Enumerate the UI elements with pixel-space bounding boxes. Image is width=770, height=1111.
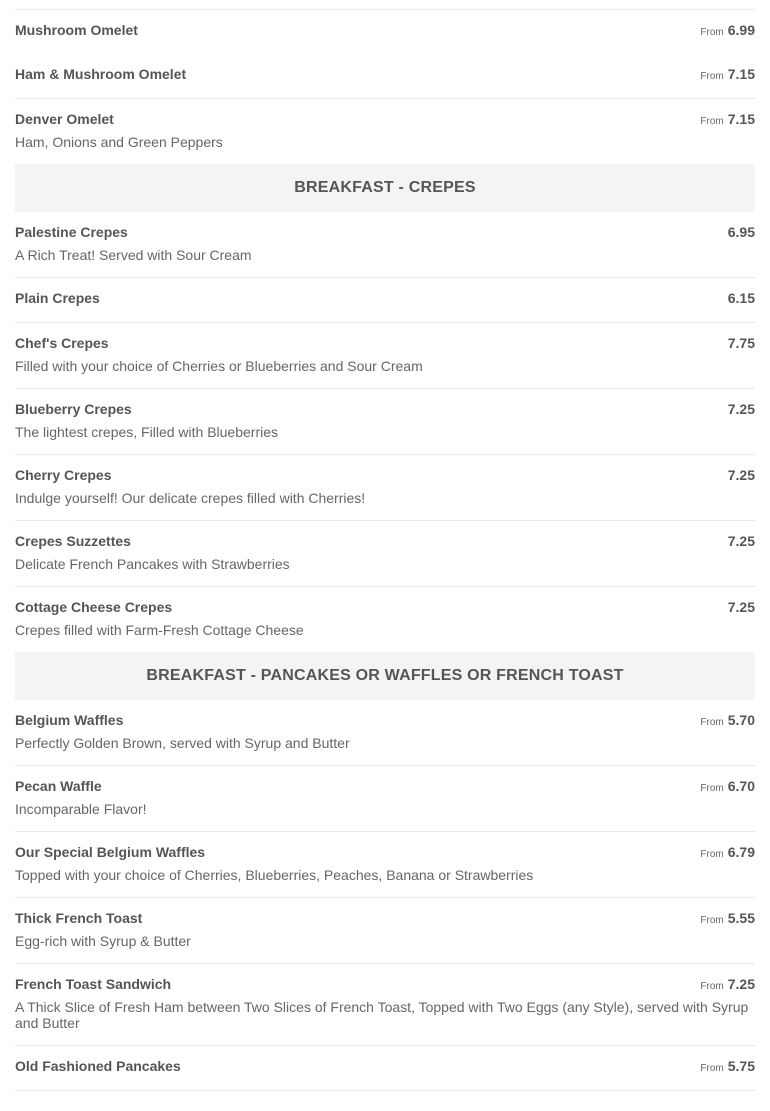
menu-item[interactable] (15, 54, 755, 98)
price-from-label: From (700, 783, 724, 794)
menu-item[interactable] (15, 277, 755, 322)
price-from-label: From (700, 717, 724, 728)
item-name: Pecan Waffle (15, 778, 102, 794)
item-price (700, 10, 755, 38)
price-from-label: From (700, 71, 724, 82)
menu-item[interactable] (15, 700, 755, 765)
menu-item[interactable] (15, 9, 755, 54)
item-name: Chef's Crepes (15, 335, 109, 351)
price-value: 5.55 (727, 910, 755, 926)
bottom-divider (15, 1090, 755, 1091)
price-from-label: From (700, 1063, 724, 1074)
item-description: Filled with your choice of Cherries or Blueberries and Sour Cream (15, 358, 423, 374)
price-value: 5.75 (727, 1058, 755, 1074)
item-description: Perfectly Golden Brown, served with Syrup and Butter (15, 735, 350, 751)
price-from-label: From (700, 27, 724, 38)
item-description: Incomparable Flavor! (15, 801, 147, 817)
menu-item[interactable] (15, 963, 755, 1045)
item-description: The lightest crepes, Filled with Blueberries (15, 424, 279, 440)
item-name: Palestine Crepes (15, 224, 128, 240)
item-name: Blueberry Crepes (15, 401, 132, 417)
price-value: 7.25 (727, 976, 755, 992)
item-name: Ham & Mushroom Omelet (15, 66, 187, 82)
item-price (700, 700, 755, 728)
menu-item[interactable] (15, 520, 755, 586)
section-header-pancakes-waffles: BREAKFAST - PANCAKES OR WAFFLES OR FRENCH TOAST (15, 652, 755, 700)
item-name: Belgium Waffles (15, 712, 124, 728)
price-from-label: From (700, 915, 724, 926)
item-description: Indulge yourself! Our delicate crepes filled with Cherries! (15, 490, 366, 506)
item-price (700, 832, 755, 860)
item-price: 6.15 (727, 290, 755, 306)
item-price (700, 766, 755, 794)
item-price: 7.25 (727, 401, 755, 417)
item-description: Crepes filled with Farm-Fresh Cottage Cheese (15, 622, 304, 638)
price-value: 6.70 (727, 778, 755, 794)
item-price (700, 898, 755, 926)
item-name: French Toast Sandwich (15, 976, 172, 992)
price-value: 7.15 (727, 66, 755, 82)
price-value: 6.79 (727, 844, 755, 860)
price-from-label: From (700, 981, 724, 992)
menu-item[interactable] (15, 586, 755, 652)
item-price: 7.25 (727, 467, 755, 483)
item-price (700, 964, 755, 992)
menu-item[interactable] (15, 831, 755, 897)
item-name: Old Fashioned Pancakes (15, 1058, 181, 1074)
item-name: Mushroom Omelet (15, 22, 138, 38)
item-price: 6.95 (727, 224, 755, 240)
price-value: 5.70 (727, 712, 755, 728)
item-price (700, 54, 755, 82)
item-price (700, 99, 755, 127)
item-description: Delicate French Pancakes with Strawberries (15, 556, 290, 572)
item-price: 7.25 (727, 599, 755, 615)
price-from-label: From (700, 849, 724, 860)
item-price: 7.75 (727, 335, 755, 351)
menu-item[interactable] (15, 454, 755, 520)
menu-item[interactable] (15, 765, 755, 831)
item-name: Our Special Belgium Waffles (15, 844, 206, 860)
item-price: 7.25 (727, 533, 755, 549)
item-description: A Thick Slice of Fresh Ham between Two Slices of French Toast, Topped with Two Eggs (any Style), served with Syrup and Butter (15, 999, 749, 1031)
menu-item[interactable] (15, 212, 755, 277)
menu-item[interactable] (15, 1045, 755, 1090)
item-description: Ham, Onions and Green Peppers (15, 134, 223, 150)
item-description: A Rich Treat! Served with Sour Cream (15, 247, 252, 263)
item-name: Plain Crepes (15, 290, 100, 306)
item-name: Thick French Toast (15, 910, 143, 926)
menu-list (15, 9, 755, 1091)
price-value: 6.99 (727, 22, 755, 38)
menu-item[interactable] (15, 322, 755, 388)
price-from-label: From (700, 116, 724, 127)
item-name: Cherry Crepes (15, 467, 112, 483)
section-header-crepes: BREAKFAST - CREPES (15, 164, 755, 212)
price-value: 7.15 (727, 111, 755, 127)
item-name: Cottage Cheese Crepes (15, 599, 173, 615)
item-description: Topped with your choice of Cherries, Blueberries, Peaches, Banana or Strawberries (15, 867, 534, 883)
menu-item[interactable] (15, 897, 755, 963)
menu-item[interactable] (15, 388, 755, 454)
item-description: Egg-rich with Syrup & Butter (15, 933, 191, 949)
menu-item[interactable] (15, 98, 755, 164)
item-name: Crepes Suzzettes (15, 533, 131, 549)
item-price (700, 1046, 755, 1074)
item-name: Denver Omelet (15, 111, 114, 127)
